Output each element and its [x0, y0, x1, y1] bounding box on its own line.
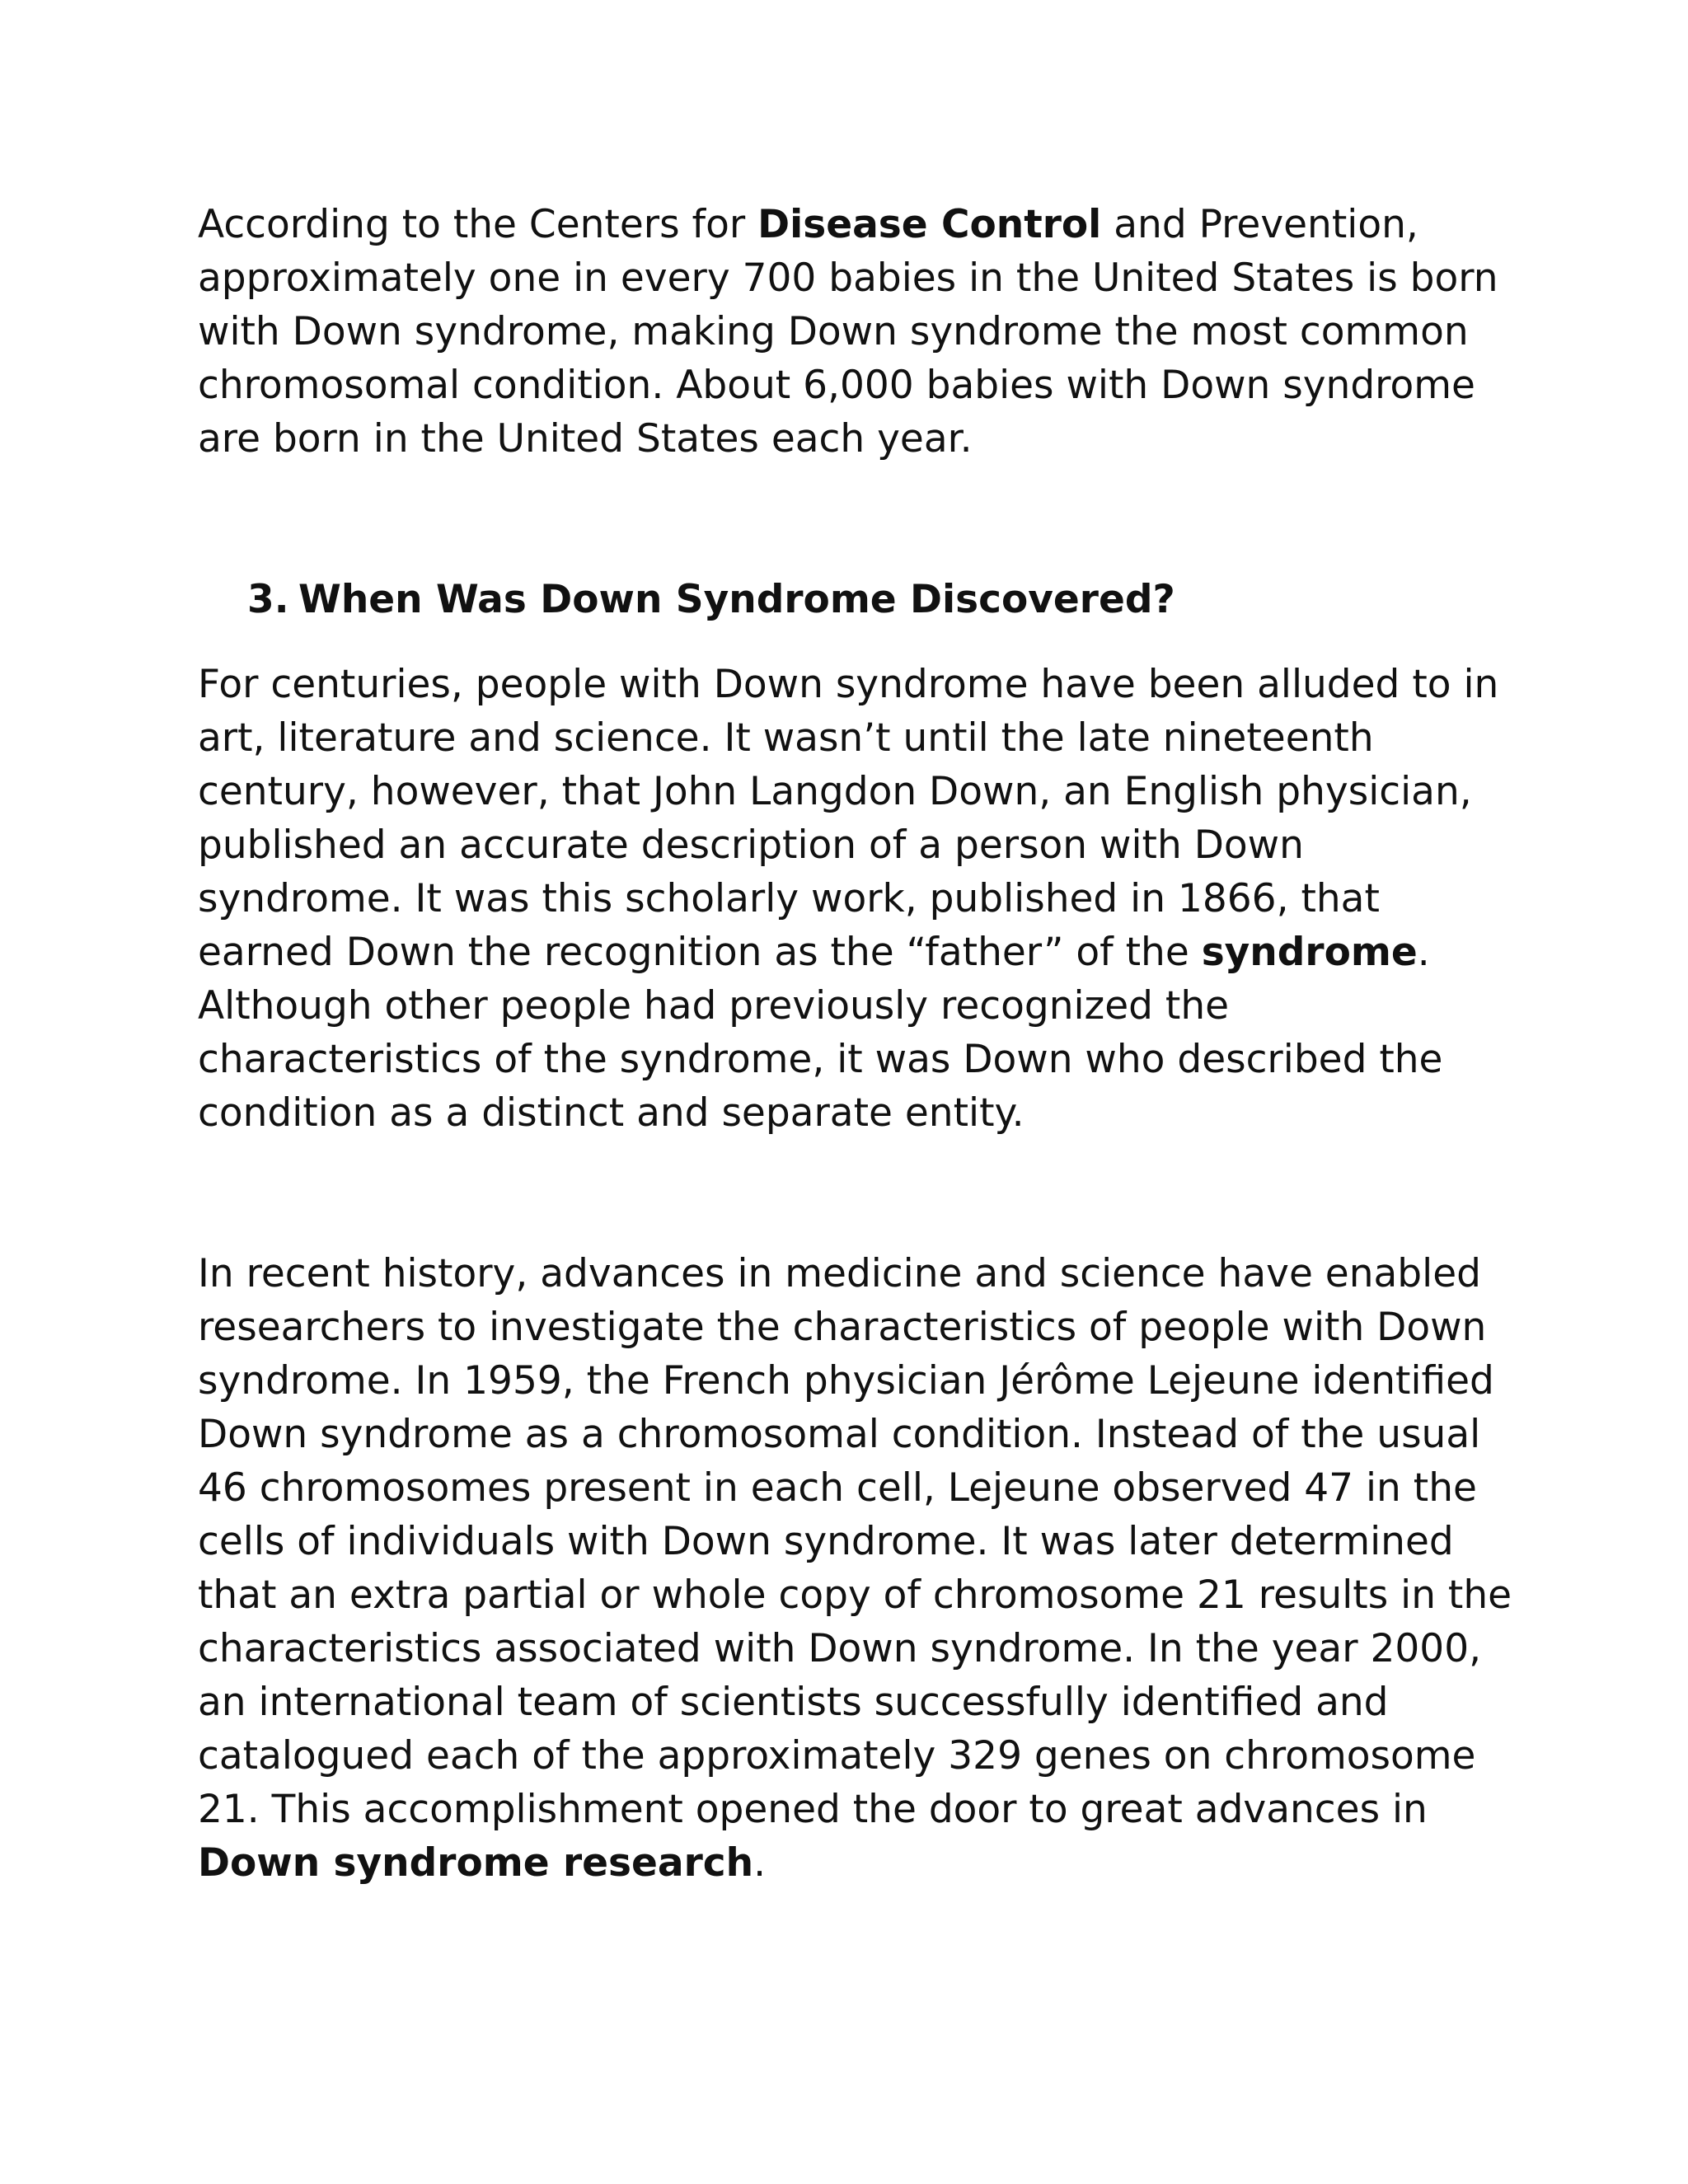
heading-text: When Was Down Syndrome Discovered? [298, 577, 1175, 622]
section-heading [198, 573, 1517, 626]
paragraph-prevalence [198, 198, 1517, 466]
heading-number: 3. [247, 577, 289, 622]
paragraph-recent-history [198, 1247, 1517, 1890]
paragraph-text: According to the Centers for [198, 202, 758, 247]
paragraph-text: . [753, 1840, 767, 1886]
paragraph-discovery [198, 658, 1517, 1140]
bold-text-disease-control: Disease Control [757, 202, 1102, 247]
paragraph-text: For centuries, people with Down syndrome have been alluded to in art, literature and science. It wasn’t until the late nineteenth century, however, that John Langdon Down, an English physician, published an accurate description of a person with Down syndrome. It was this scholarly work, published in 1866, that earned Down the recognition as the “father” of the [198, 662, 1499, 975]
paragraph-text: . Although other people had previously recognized the characteristics of the syndrome, it was Down who described the condition as a distinct and separate entity. [198, 930, 1443, 1136]
document-content [198, 198, 1517, 1890]
paragraph-text: In recent history, advances in medicine and science have enabled researchers to investigate the characteristics of people with Down syndrome. In 1959, the French physician Jérôme Lejeune identified Down syndrome as a chromosomal condition. Instead of the usual 46 chromosomes present in each cell, Lejeune observed 47 in the cells of individuals with Down syndrome. It was later determined that an extra partial or whole copy of chromosome 21 results in the characteristics associated with Down syndrome. In the year 2000, an international team of scientists successfully identified and catalogued each of the approximately 329 genes on chromosome 21. This accomplishment opened the door to great advances in [198, 1251, 1512, 1832]
paragraph-text: and Prevention, approximately one in every 700 babies in the United States is born with Down syndrome, making Down syndrome the most common chromosomal condition. About 6,000 babies with Down syndrome are born in the United States each year. [198, 202, 1498, 462]
bold-text-research: Down syndrome research [198, 1840, 754, 1886]
bold-text-syndrome: syndrome [1201, 930, 1418, 975]
